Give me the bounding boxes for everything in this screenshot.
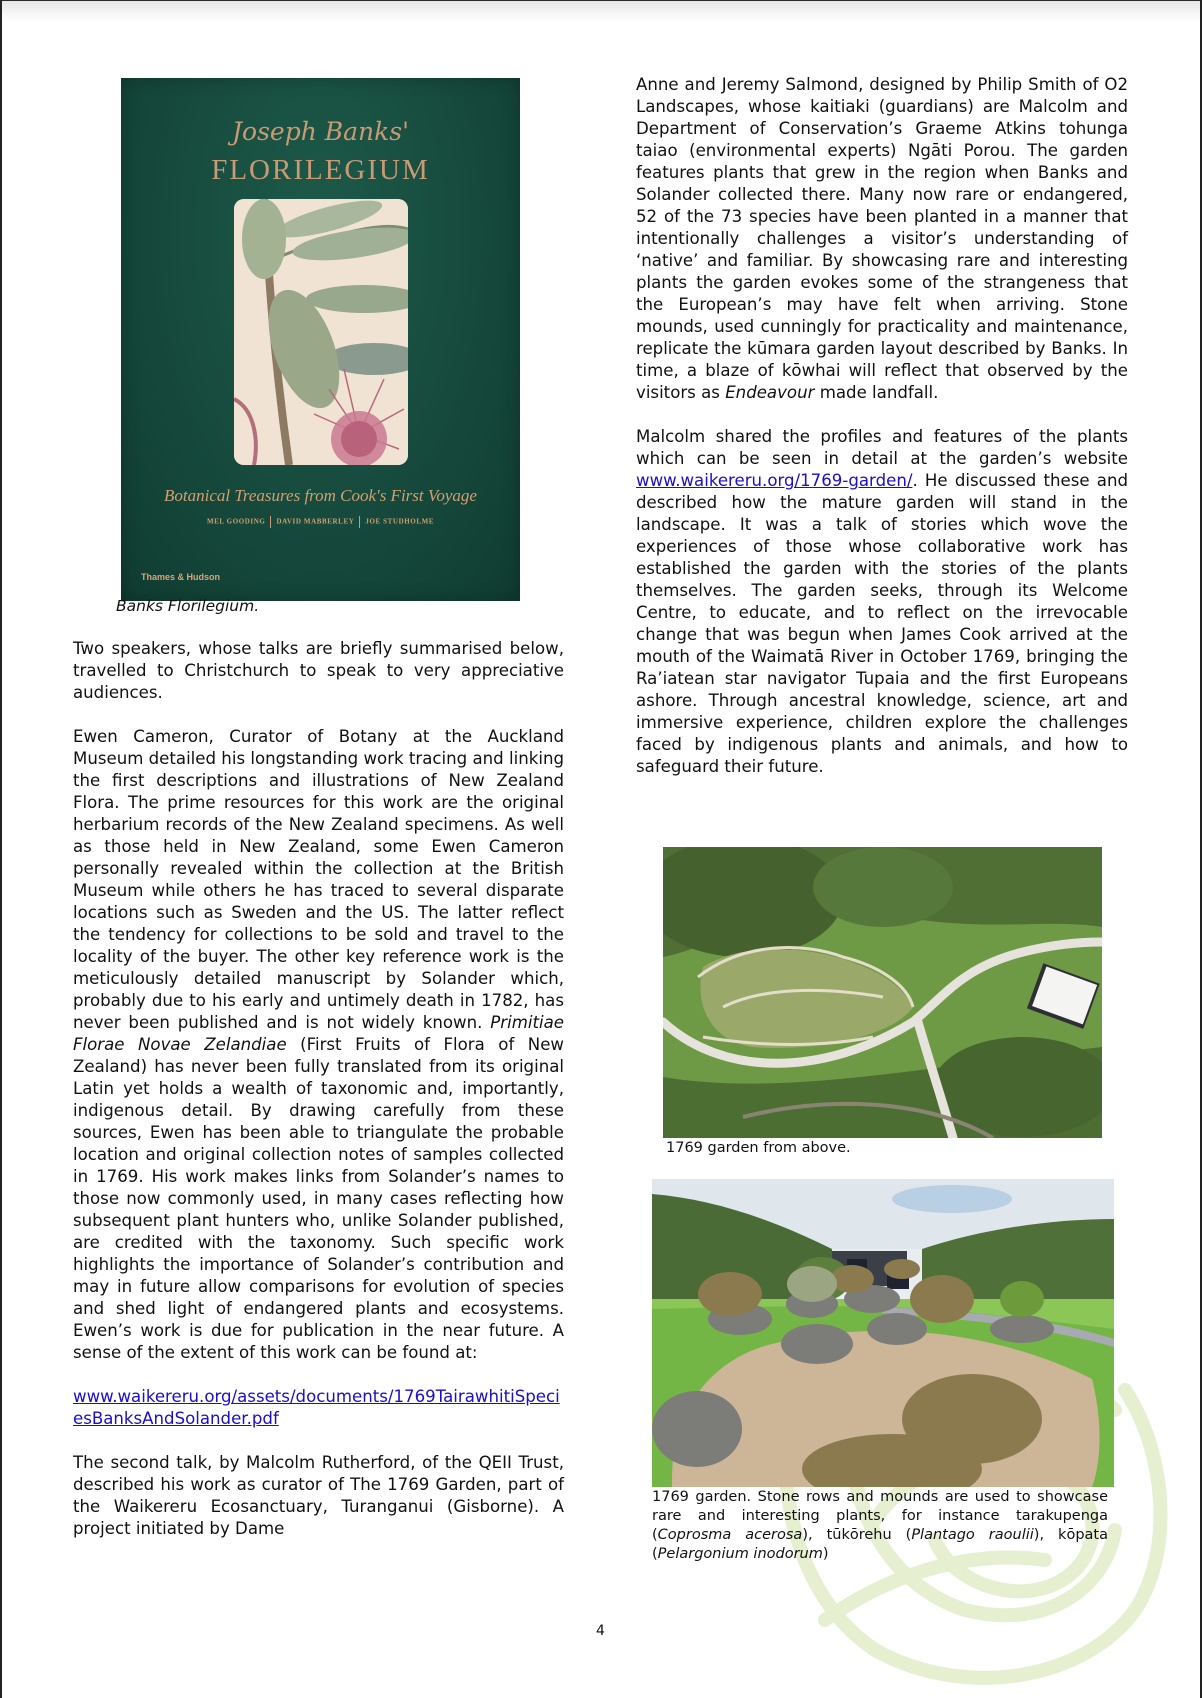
botanical-illustration bbox=[234, 199, 408, 465]
intro-paragraph: Two speakers, whose talks are briefly summarised below, travelled to Christchurch to speak to very appreciative audiences. bbox=[73, 639, 564, 702]
species-name: Coprosma acerosa bbox=[657, 1527, 803, 1543]
right-column bbox=[636, 74, 1128, 800]
viewer-top-bar bbox=[0, 0, 1202, 23]
book-latin-title: Primitiae Florae Novae Zelandiae bbox=[73, 1013, 564, 1054]
ship-name: Endeavour bbox=[725, 383, 815, 402]
aerial-garden-photo bbox=[663, 847, 1102, 1138]
book-cover-image bbox=[121, 78, 520, 601]
book-script-title: Joseph Banks' bbox=[232, 117, 409, 146]
second-talk-paragraph: The second talk, by Malcolm Rutherford, of the QEII Trust, described his work as curator of The 1769 Garden, part of the Waikereru Ecosanctuary, Turanganui (Gisborne). A project initiated by Dame bbox=[73, 1453, 564, 1538]
species-name: Pelargonium inodorum bbox=[657, 1546, 823, 1562]
book-subtitle: Botanical Treasures from Cook's First Voyage bbox=[164, 486, 477, 505]
page-number: 4 bbox=[596, 1623, 605, 1639]
species-pdf-link[interactable]: www.waikereru.org/assets/documents/1769TairawhitiSpeciesBanksAndSolander.pdf bbox=[73, 1387, 560, 1428]
book-title: FLORILEGIUM bbox=[211, 154, 430, 186]
stone-mounds-garden-photo bbox=[652, 1179, 1114, 1487]
garden-photo-caption: 1769 garden. Stone rows and mounds are used to showcase rare and interesting plants, for instance tarakupenga (Coprosma acerosa), tūkōrehu (Plantago raoulii), kōpata (Pelargonium inodorum) bbox=[652, 1489, 1108, 1562]
garden-paragraph: Anne and Jeremy Salmond, designed by Philip Smith of O2 Landscapes, whose kaitiaki (guardians) are Malcolm and Department of Conservation’s Graeme Atkins tohunga taiao (environmental experts) Ngāti Porou. The garden features plants that grew in the region when Banks and Solander collected there. Many now rare or endangered, 52 of the 73 species have been planted in a manner that intentionally challenges a visitor’s understanding of ‘native’ and familiar. By showcasing rare and interesting plants the garden evokes some of the strangeness that the European’s may have felt when arriving. Stone mounds, used cunningly for practicality and maintenance, replicate the kūmara garden layout described by Banks. In time, a blaze of kōwhai will reflect that observed by the visitors as Endeavour made landfall. bbox=[636, 75, 1128, 402]
left-column bbox=[73, 638, 564, 1562]
cover-caption: Banks Florilegium. bbox=[116, 597, 260, 615]
ewen-paragraph: Ewen Cameron, Curator of Botany at the Auckland Museum detailed his longstanding work tracing and linking the first descriptions and illustrations of New Zealand Flora. The prime resources for this work are the original herbarium records of the New Zealand specimens. As well as those held in New Zealand, some Ewen Cameron personally revealed within the collection at the British Museum while others he has traced to several disparate locations such as Sweden and the US. The latter reflect the tendency for collections to be sold and travel to the locality of the buyer. The other key reference work is the meticulously detailed manuscript by Solander which, probably due to his early and untimely death in 1782, has never been published and is not widely known. Primitiae Florae Novae Zelandiae (First Fruits of Flora of New Zealand) has never been fully translated from its original Latin yet holds a wealth of taxonomic and, importantly, indigenous detail. By drawing carefully from these sources, Ewen has been able to triangulate the probable location and original collection notes of samples collected in 1769. His work makes links from Solander’s names to those now commonly used, in many cases reflecting how subsequent plant hunters who, unlike Solander published, are credited with the taxonomy. Such specific work highlights the importance of Solander’s contribution and may in future allow comparisons for evolution of species and shed light of endangered plants and ecosystems. Ewen’s work is due for publication in the near future. A sense of the extent of this work can be found at: bbox=[73, 727, 564, 1362]
author-1: MEL GOODING bbox=[206, 517, 266, 526]
book-authors bbox=[121, 516, 520, 528]
species-name: Plantago raoulii bbox=[911, 1527, 1034, 1543]
author-2: DAVID MABBERLEY bbox=[276, 517, 355, 526]
author-3: JOE STUDHOLME bbox=[365, 517, 435, 526]
aerial-photo-caption: 1769 garden from above. bbox=[666, 1140, 851, 1156]
garden-website-link[interactable]: www.waikereru.org/1769-garden/ bbox=[636, 471, 913, 490]
page-left-border bbox=[0, 0, 2, 1698]
book-publisher: Thames & Hudson bbox=[141, 572, 221, 582]
malcolm-paragraph: Malcolm shared the profiles and features of the plants which can be seen in detail at the garden’s website www.waikereru.org/1769-garden/. He discussed these and described how the mature garden will stand in the landscape. It was a talk of stories which wove the experiences of those whose collaborative work has established the garden with the stories of the plants themselves. The garden seeks, through its Welcome Centre, to educate, and to reflect on the irrevocable change that was begun when James Cook arrived at the mouth of the Waimatā River in October 1769, bringing the Ra’iatean star navigator Tupaia and the first Europeans ashore. Through ancestral knowledge, science, art and immersive experience, children explore the challenges faced by indigenous plants and animals, and how to safeguard their future. bbox=[636, 427, 1128, 776]
